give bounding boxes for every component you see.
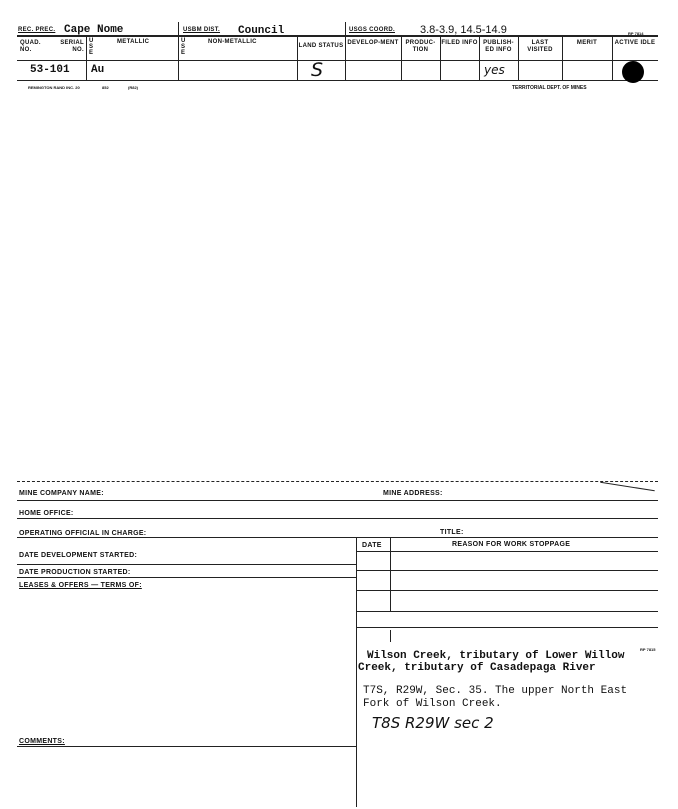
col-metallic: METALLIC bbox=[117, 39, 150, 45]
comments-label: COMMENTS: bbox=[19, 738, 65, 745]
col-serial-no: SERIAL NO. bbox=[60, 40, 84, 53]
line bbox=[17, 518, 658, 519]
printer-code-2: (R82) bbox=[128, 85, 139, 90]
col-published-info: PUBLISH-ED INFO bbox=[483, 40, 514, 53]
mine-company-name-label: MINE COMPANY NAME: bbox=[19, 490, 104, 497]
department-text: TERRITORIAL DEPT. OF MINES bbox=[512, 85, 587, 91]
published-info-value: yes bbox=[484, 63, 505, 77]
col-divider bbox=[86, 35, 87, 80]
land-status-value: S bbox=[311, 59, 324, 81]
bottom-line bbox=[17, 80, 658, 81]
printer-text: REMINGTON RAND INC. 20 bbox=[28, 85, 80, 90]
slip-line-4: Fork of Wilson Creek. bbox=[363, 698, 502, 710]
usgs-coord-label: USGS COORD. bbox=[349, 27, 395, 33]
stoppage-date-col-lower bbox=[390, 630, 391, 642]
printer-code: 852 bbox=[102, 85, 109, 90]
divider bbox=[178, 22, 179, 35]
line bbox=[17, 746, 356, 747]
reason-header: REASON FOR WORK STOPPAGE bbox=[452, 541, 571, 548]
slip-line-3: T7S, R29W, Sec. 35. The upper North East bbox=[363, 685, 628, 697]
col-last-visited: LAST VISITED bbox=[527, 40, 553, 53]
col-non-metallic: NON-METALLIC bbox=[208, 39, 257, 45]
form-code: RP 7814 bbox=[628, 31, 644, 36]
active-idle-mark bbox=[622, 61, 644, 83]
stoppage-date-col bbox=[390, 537, 391, 612]
tear-line bbox=[600, 482, 654, 492]
rec-prec-label: REC. PREC. bbox=[18, 27, 56, 33]
line bbox=[17, 537, 658, 538]
quad-serial-value: 53-101 bbox=[30, 64, 70, 76]
slip-code: RP 7815 bbox=[640, 647, 656, 652]
line bbox=[17, 564, 356, 565]
line bbox=[356, 627, 658, 628]
col-land-status: LAND STATUS bbox=[298, 43, 344, 49]
operating-official-label: OPERATING OFFICIAL IN CHARGE: bbox=[19, 530, 147, 537]
rec-prec-value: Cape Nome bbox=[64, 24, 124, 36]
col-merit: MERIT bbox=[576, 40, 598, 46]
home-office-label: HOME OFFICE: bbox=[19, 510, 74, 517]
date-production-label: DATE PRODUCTION STARTED: bbox=[19, 569, 131, 576]
col-use-2: U S E bbox=[181, 38, 186, 56]
date-development-label: DATE DEVELOPMENT STARTED: bbox=[19, 552, 138, 559]
usgs-coord-value: 3.8-3.9, 14.5-14.9 bbox=[420, 24, 507, 36]
card-edge bbox=[17, 481, 658, 482]
col-production: PRODUC-TION bbox=[405, 40, 436, 53]
col-use-1: U S E bbox=[89, 38, 94, 56]
title-label: TITLE: bbox=[440, 529, 464, 536]
col-development: DEVELOP-MENT bbox=[347, 40, 399, 46]
line bbox=[356, 611, 658, 612]
slip-line-2: Creek, tributary of Casadepaga River bbox=[358, 662, 596, 674]
metallic-value: Au bbox=[91, 64, 105, 76]
stoppage-table-edge bbox=[356, 537, 357, 807]
handwritten-location: T8S R29W sec 2 bbox=[372, 714, 494, 732]
usbm-dist-value: Council bbox=[238, 25, 285, 37]
slip-line-1: Wilson Creek, tributary of Lower Willow bbox=[367, 650, 625, 662]
date-header: DATE bbox=[362, 542, 382, 549]
col-divider bbox=[297, 35, 298, 80]
line bbox=[17, 500, 658, 501]
col-quad-no: QUAD. NO. bbox=[20, 40, 41, 53]
line bbox=[356, 551, 658, 552]
line bbox=[17, 577, 356, 578]
col-divider bbox=[178, 35, 179, 80]
col-active-idle: ACTIVE IDLE bbox=[614, 40, 656, 46]
col-filed-info: FILED INFO bbox=[441, 40, 478, 46]
line bbox=[356, 570, 658, 571]
mine-address-label: MINE ADDRESS: bbox=[383, 490, 443, 497]
usbm-dist-label: USBM DIST. bbox=[183, 27, 221, 33]
leases-offers-label: LEASES & OFFERS — TERMS OF: bbox=[19, 582, 142, 589]
line bbox=[356, 590, 658, 591]
divider bbox=[345, 22, 346, 35]
